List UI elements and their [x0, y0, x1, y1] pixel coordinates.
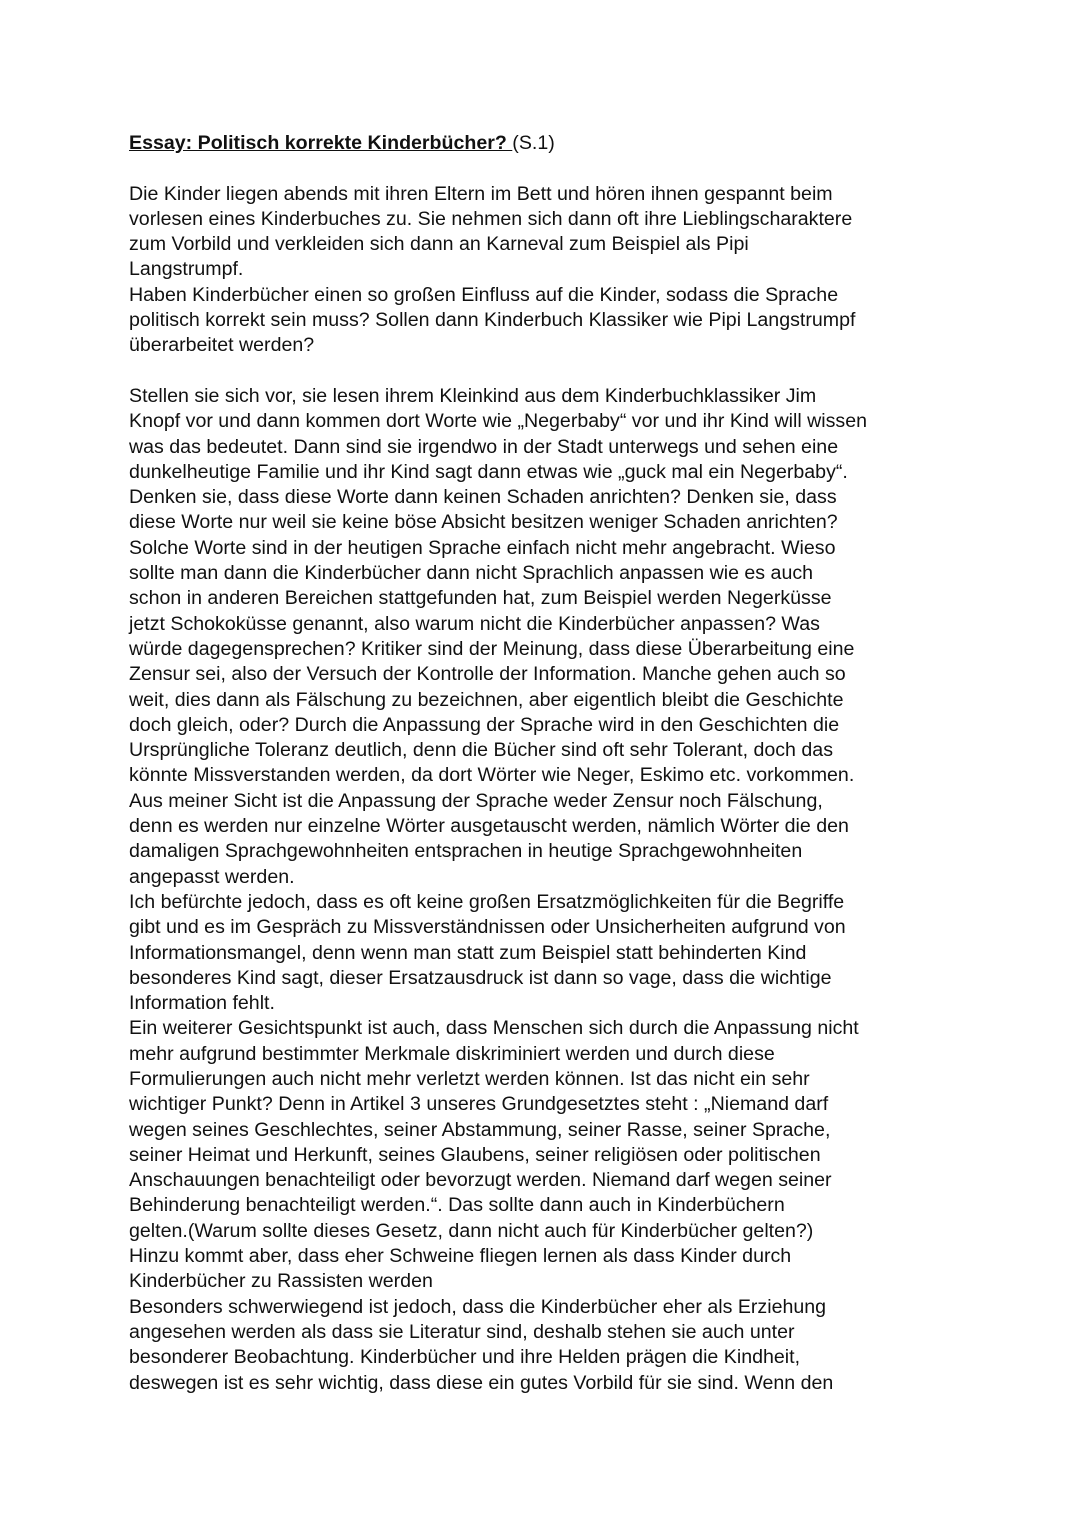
text-line: Solche Worte sind in der heutigen Sprache einfach nicht mehr angebracht. Wieso — [129, 536, 836, 559]
essay-heading — [129, 131, 959, 156]
text-line: vorlesen eines Kinderbuches zu. Sie nehmen sich dann oft ihre Lieblingscharaktere — [129, 207, 853, 230]
text-line: seiner Heimat und Herkunft, seines Glaubens, seiner religiösen oder politischen — [129, 1143, 821, 1166]
text-line: Informationsmangel, denn wenn man statt zum Beispiel statt behinderten Kind — [129, 941, 807, 964]
text-line: Knopf vor und dann kommen dort Worte wie „Negerbaby“ vor und ihr Kind will wissen — [129, 410, 868, 433]
text-line: doch gleich, oder? Durch die Anpassung der Sprache wird in den Geschichten die — [129, 713, 840, 736]
text-line: angepasst werden. — [129, 865, 295, 888]
text-line: schon in anderen Bereichen stattgefunden hat, zum Beispiel werden Negerküsse — [129, 587, 832, 610]
text-line: Ich befürchte jedoch, dass es oft keine großen Ersatzmöglichkeiten für die Begriffe — [129, 890, 845, 913]
text-line: politisch korrekt sein muss? Sollen dann Kinderbuch Klassiker wie Pipi Langstrumpf — [129, 309, 856, 332]
text-line: Stellen sie sich vor, sie lesen ihrem Kleinkind aus dem Kinderbuchklassiker Jim — [129, 384, 817, 407]
text-line: Denken sie, dass diese Worte dann keinen Schaden anrichten? Denken sie, dass — [129, 486, 837, 509]
text-line: diese Worte nur weil sie keine böse Absicht besitzen weniger Schaden anrichten? — [129, 511, 838, 534]
text-line: Formulierungen auch nicht mehr verletzt werden können. Ist das nicht ein sehr — [129, 1067, 810, 1090]
text-line: überarbeitet werden? — [129, 334, 315, 357]
text-line: Aus meiner Sicht ist die Anpassung der Sprache weder Zensur noch Fälschung, — [129, 789, 823, 812]
spacer — [129, 359, 959, 384]
text-line: was das bedeutet. Dann sind sie irgendwo in der Stadt unterwegs und sehen eine — [129, 435, 839, 458]
text-line: Kinderbücher zu Rassisten werden — [129, 1270, 433, 1293]
text-line: Die Kinder liegen abends mit ihren Eltern im Bett und hören ihnen gespannt beim — [129, 182, 833, 205]
text-line: wegen seines Geschlechtes, seiner Abstammung, seiner Rasse, seiner Sprache, — [129, 1118, 831, 1141]
text-line: besonderes Kind sagt, dieser Ersatzausdruck ist dann so vage, dass die wichtige — [129, 966, 832, 989]
text-line: Zensur sei, also der Versuch der Kontrolle der Information. Manche gehen auch so — [129, 663, 846, 686]
text-line: denn es werden nur einzelne Wörter ausgetauscht werden, nämlich Wörter die den — [129, 815, 849, 838]
text-line: deswegen ist es sehr wichtig, dass diese ein gutes Vorbild für sie sind. Wenn den — [129, 1371, 834, 1394]
page-reference: (S.1) — [512, 132, 555, 154]
text-line: würde dagegensprechen? Kritiker sind der Meinung, dass diese Überarbeitung eine — [129, 637, 855, 660]
text-line: Besonders schwerwiegend ist jedoch, dass die Kinderbücher eher als Erziehung — [129, 1295, 827, 1318]
text-line: gibt und es im Gespräch zu Missverständnissen oder Unsicherheiten aufgrund von — [129, 916, 846, 939]
text-line: wichtiger Punkt? Denn in Artikel 3 unseres Grundgesetztes steht : „Niemand darf — [129, 1093, 829, 1116]
text-line: angesehen werden als dass sie Literatur sind, deshalb stehen sie auch unter — [129, 1320, 795, 1343]
text-line: Haben Kinderbücher einen so großen Einfluss auf die Kinder, sodass die Sprache — [129, 283, 839, 306]
text-line: mehr aufgrund bestimmter Merkmale diskriminiert werden und durch diese — [129, 1042, 775, 1065]
text-line: sollte man dann die Kinderbücher dann nicht Sprachlich anpassen wie es auch — [129, 562, 814, 585]
spacer — [129, 156, 959, 181]
text-line: weit, dies dann als Fälschung zu bezeichnen, aber eigentlich bleibt die Geschichte — [129, 688, 844, 711]
essay-body — [129, 131, 959, 1396]
paragraph-intro — [129, 182, 959, 359]
text-line: damaligen Sprachgewohnheiten entsprachen in heutige Sprachgewohnheiten — [129, 840, 803, 863]
text-line: Anschauungen benachteiligt oder bevorzugt werden. Niemand darf wegen seiner — [129, 1169, 832, 1192]
text-line: Information fehlt. — [129, 992, 275, 1015]
text-line: dunkelheutige Familie und ihr Kind sagt dann etwas wie „guck mal ein Negerbaby“. — [129, 460, 848, 483]
text-line: besonderer Beobachtung. Kinderbücher und ihre Helden prägen die Kindheit, — [129, 1346, 801, 1369]
text-line: zum Vorbild und verkleiden sich dann an Karneval zum Beispiel als Pipi — [129, 233, 749, 256]
text-line: könnte Missverstanden werden, da dort Wörter wie Neger, Eskimo etc. vorkommen. — [129, 764, 855, 787]
text-line: gelten.(Warum sollte dieses Gesetz, dann nicht auch für Kinderbücher gelten?) — [129, 1219, 814, 1242]
text-line: Ursprüngliche Toleranz deutlich, denn die Bücher sind oft sehr Tolerant, doch das — [129, 739, 833, 762]
text-line: Ein weiterer Gesichtspunkt ist auch, dass Menschen sich durch die Anpassung nicht — [129, 1017, 859, 1040]
text-line: jetzt Schokoküsse genannt, also warum nicht die Kinderbücher anpassen? Was — [129, 612, 820, 635]
text-line: Behinderung benachteiligt werden.“. Das sollte dann auch in Kinderbüchern — [129, 1194, 785, 1217]
text-line: Langstrumpf. — [129, 258, 244, 281]
paragraph-argument — [129, 384, 959, 1396]
text-line: Hinzu kommt aber, dass eher Schweine fliegen lernen als dass Kinder durch — [129, 1245, 792, 1268]
essay-title: Essay: Politisch korrekte Kinderbücher? — [129, 132, 513, 154]
